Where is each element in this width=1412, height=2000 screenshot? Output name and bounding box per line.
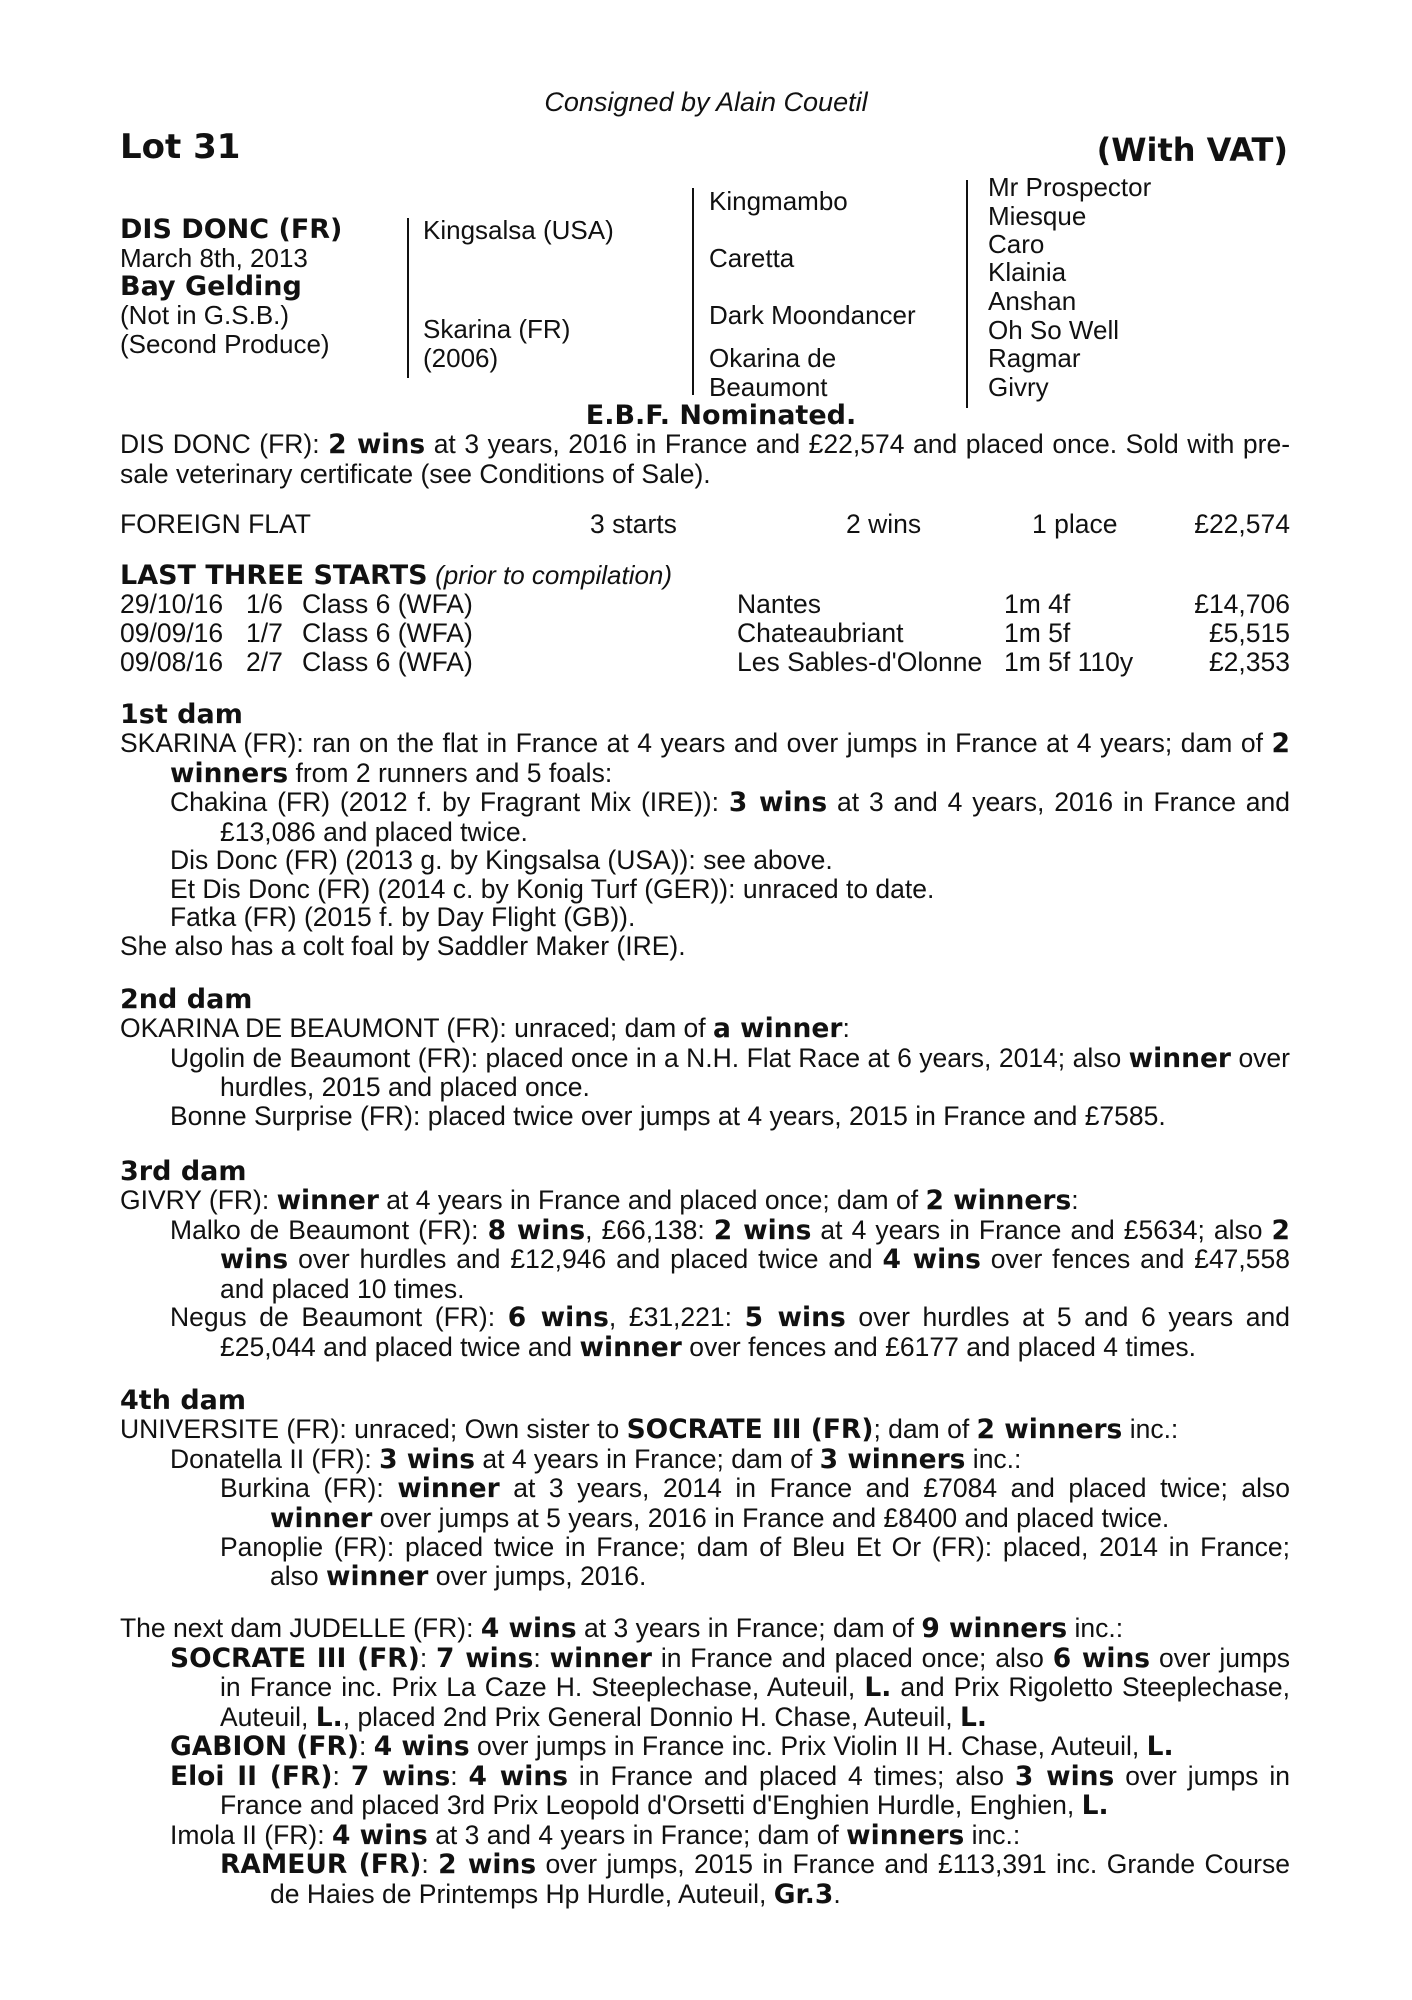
pedigree-gen2-item: Kingmambo (709, 186, 848, 216)
record-prize: £22,574 (1194, 509, 1290, 539)
next-dam-section: The next dam JUDELLE (FR): 4 wins at 3 years in France; dam of 9 winners inc.: SOCRATE III (FR): 7 wins: winner in France and placed once; also 6 wins over jumps in France inc. Prix La Caze H. Steeplechase, Auteuil, L. and Prix Rigoletto Steeplechase, Auteuil, L., placed 2nd Prix General Donnio H. Chase, Auteuil, L. GABION (FR): 4 wins over jumps in France inc. Prix Violin II H. Chase, Auteuil, L. Eloi II (FR): 7 wins: 4 wins in France and placed 4 times; also 3 wins over jumps in France and placed 3rd Prix Leopold d'Orsetti d'Enghien Hurdle, Enghien, L. Imola II (FR): 4 wins at 3 and 4 years in France; dam of winners inc.: RAMEUR (FR): 2 wins over jumps, 2015 in France and £113,391 inc. Grande Course de Haies de Printemps Hp Hurdle, Auteuil, Gr.3. (120, 1613, 1291, 1910)
horse-summary: DIS DONC (FR): 2 wins at 3 years, 2016 in France and £22,574 and placed once. Sold with pre-sale veterinary certificate (see Conditions of Sale). (120, 429, 1291, 489)
horse-name: DIS DONC (FR) (120, 214, 343, 245)
pedigree-gen2-item: Caretta (709, 243, 795, 273)
last-starts-heading: LAST THREE STARTS (prior to compilation) (120, 560, 673, 591)
first-dam-section: SKARINA (FR): ran on the flat in France at 4 years and over jumps in France at 4 years; dam of 2 winners from 2 runners and 5 foals: Chakina (FR) (2012 f. by Fragrant Mix (IRE)): 3 wins at 3 and 4 years, 2016 in France and £13,086 and placed twice. Dis Donc (FR) (2013 g. by Kingsalsa (USA)): see above. Et Dis Donc (FR) (2014 c. by Konig Turf (GER)): unraced to date. Fatka (FR) (2015 f. by Day Flight (GB)). She also has a colt foal by Saddler Maker (IRE). (120, 728, 1291, 961)
third-dam-section: GIVRY (FR): winner at 4 years in France and placed once; dam of 2 winners: Malko de Beaumont (FR): 8 wins, £66,138: 2 wins at 4 years in France and £5634; also 2 wins over hurdles and £12,946 and placed twice and 4 wins over fences and £47,558 and placed 10 times. Negus de Beaumont (FR): 6 wins, £31,221: 5 wins over hurdles at 5 and 6 years and £25,044 and placed twice and winner over fences and £6177 and placed 4 times. (120, 1185, 1291, 1363)
dam-year: (2006) (423, 343, 499, 373)
horse-description: Bay Gelding (120, 271, 302, 302)
produce-note: (Second Produce) (120, 329, 330, 359)
foreign-flat-record (120, 510, 1290, 539)
foaling-date: March 8th, 2013 (120, 243, 308, 273)
pedigree-gen2-item: Dark Moondancer (709, 300, 916, 330)
record-wins: 2 wins (846, 509, 922, 539)
table-row: 09/08/16 2/7 Class 6 (WFA) Les Sables-d'Olonne 1m 5f 110y £2,353 (120, 647, 1290, 677)
pedigree-gen3-item: Klainia (988, 257, 1067, 287)
pedigree-gen2-item: Beaumont (709, 372, 828, 402)
pedigree-gen3-item: Caro (988, 229, 1045, 259)
pedigree-divider-1 (407, 218, 409, 378)
pedigree-divider-3 (966, 180, 968, 408)
pedigree-gen3-item: Oh So Well (988, 315, 1120, 345)
consignor-line: Consigned by Alain Couetil (544, 87, 868, 117)
fourth-dam-section: UNIVERSITE (FR): unraced; Own sister to SOCRATE III (FR); dam of 2 winners inc.: Donatella II (FR): 3 wins at 4 years in France; dam of 3 winners inc.: Burkina (FR): winner at 3 years, 2014 in France and £7084 and placed twice; also winner over jumps at 5 years, 2016 in France and £8400 and placed twice. Panoplie (FR): placed twice in France; dam of Bleu Et Or (FR): placed, 2014 in France; also winner over jumps, 2016. (120, 1414, 1290, 1592)
record-places: 1 place (1032, 509, 1118, 539)
record-label: FOREIGN FLAT (120, 509, 311, 539)
vat-label: (With VAT) (1096, 131, 1288, 169)
second-dam-heading: 2nd dam (120, 984, 253, 1015)
pedigree-gen3-item: Mr Prospector (988, 172, 1152, 202)
first-dam-heading: 1st dam (120, 699, 243, 730)
table-row: 09/09/16 1/7 Class 6 (WFA) Chateaubriant 1m 5f £5,515 (120, 618, 1290, 648)
fourth-dam-heading: 4th dam (120, 1385, 246, 1416)
pedigree-gen3-item: Ragmar (988, 343, 1081, 373)
pedigree-divider-2 (692, 188, 694, 395)
gsb-note: (Not in G.S.B.) (120, 300, 290, 330)
sire: Kingsalsa (USA) (423, 215, 614, 245)
table-row: 29/10/16 1/6 Class 6 (WFA) Nantes 1m 4f £14,706 (120, 589, 1290, 619)
pedigree-gen3-item: Anshan (988, 286, 1077, 316)
pedigree-gen2-item: Okarina de (709, 343, 837, 373)
pedigree-gen3-item: Givry (988, 372, 1049, 402)
lot-number: Lot 31 (120, 127, 241, 167)
third-dam-heading: 3rd dam (120, 1156, 247, 1187)
ebf-nomination: E.B.F. Nominated. (585, 400, 857, 431)
dam: Skarina (FR) (423, 314, 571, 344)
pedigree-gen3-item: Miesque (988, 201, 1087, 231)
record-starts: 3 starts (590, 509, 677, 539)
second-dam-section: OKARINA DE BEAUMONT (FR): unraced; dam of a winner: Ugolin de Beaumont (FR): placed once in a N.H. Flat Race at 6 years, 2014; also winner over hurdles, 2015 and placed once. Bonne Surprise (FR): placed twice over jumps at 4 years, 2015 in France and £7585. (120, 1013, 1290, 1131)
